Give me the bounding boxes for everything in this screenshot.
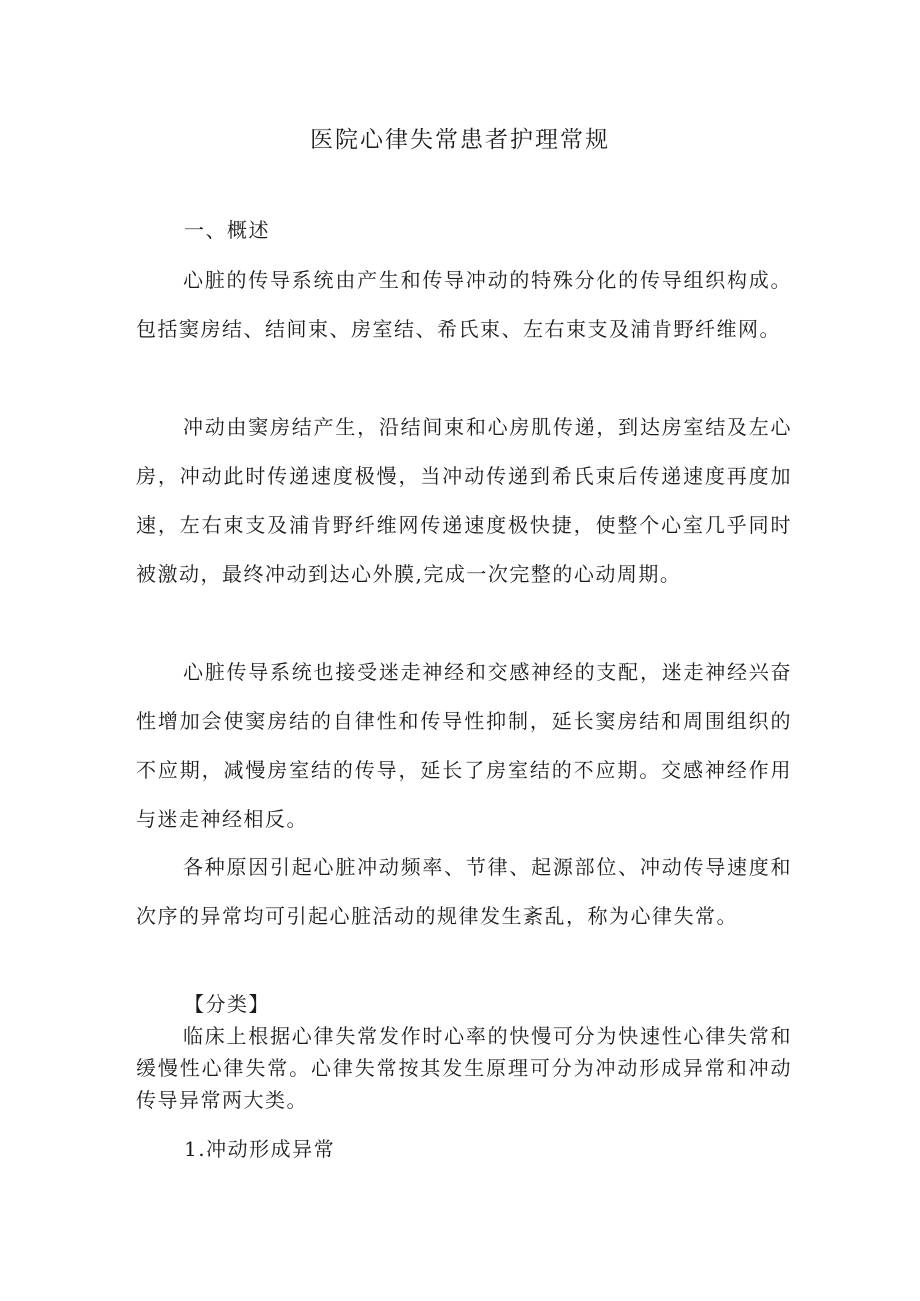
paragraph-classification: 临床上根据心律失常发作时心率的快慢可分为快速性心律失常和缓慢性心律失常。心律失常按其发生原理可分为冲动形成异常和冲动传导异常两大类。 — [136, 1024, 792, 1112]
paragraph-nervous-control: 心脏传导系统也接受迷走神经和交感神经的支配，迷走神经兴奋性增加会使窦房结的自律性和传导性抑制，延长窦房结和周围组织的不应期，减慢房室结的传导，延长了房室结的不应期。交感神经作用与迷走神经相反。 — [136, 660, 792, 831]
paragraph-arrhythmia-definition: 各种原因引起心脏冲动频率、节律、起源部位、冲动传导速度和次序的异常均可引起心脏活动的规律发生紊乱，称为心律失常。 — [136, 855, 792, 928]
subheading-impulse-formation: 1.冲动形成异常 — [184, 1137, 336, 1161]
section-heading-overview: 一、概述 — [184, 218, 270, 242]
paragraph-conduction-system: 心脏的传导系统由产生和传导冲动的特殊分化的传导组织构成。包括窦房结、结间束、房室结、希氏束、左右束支及浦肯野纤维网。 — [136, 268, 792, 341]
paragraph-impulse-path: 冲动由窦房结产生，沿结间束和心房肌传递，到达房室结及左心房，冲动此时传递速度极慢，当冲动传递到希氏束后传递速度再度加速，左右束支及浦肯野纤维网传递速度极快捷，使整个心室几乎同时被激动，最终冲动到达心外膜,完成一次完整的心动周期。 — [136, 415, 792, 586]
section-heading-classification: 【分类】 — [184, 992, 270, 1016]
document-title: 医院心律失常患者护理常规 — [310, 127, 610, 153]
